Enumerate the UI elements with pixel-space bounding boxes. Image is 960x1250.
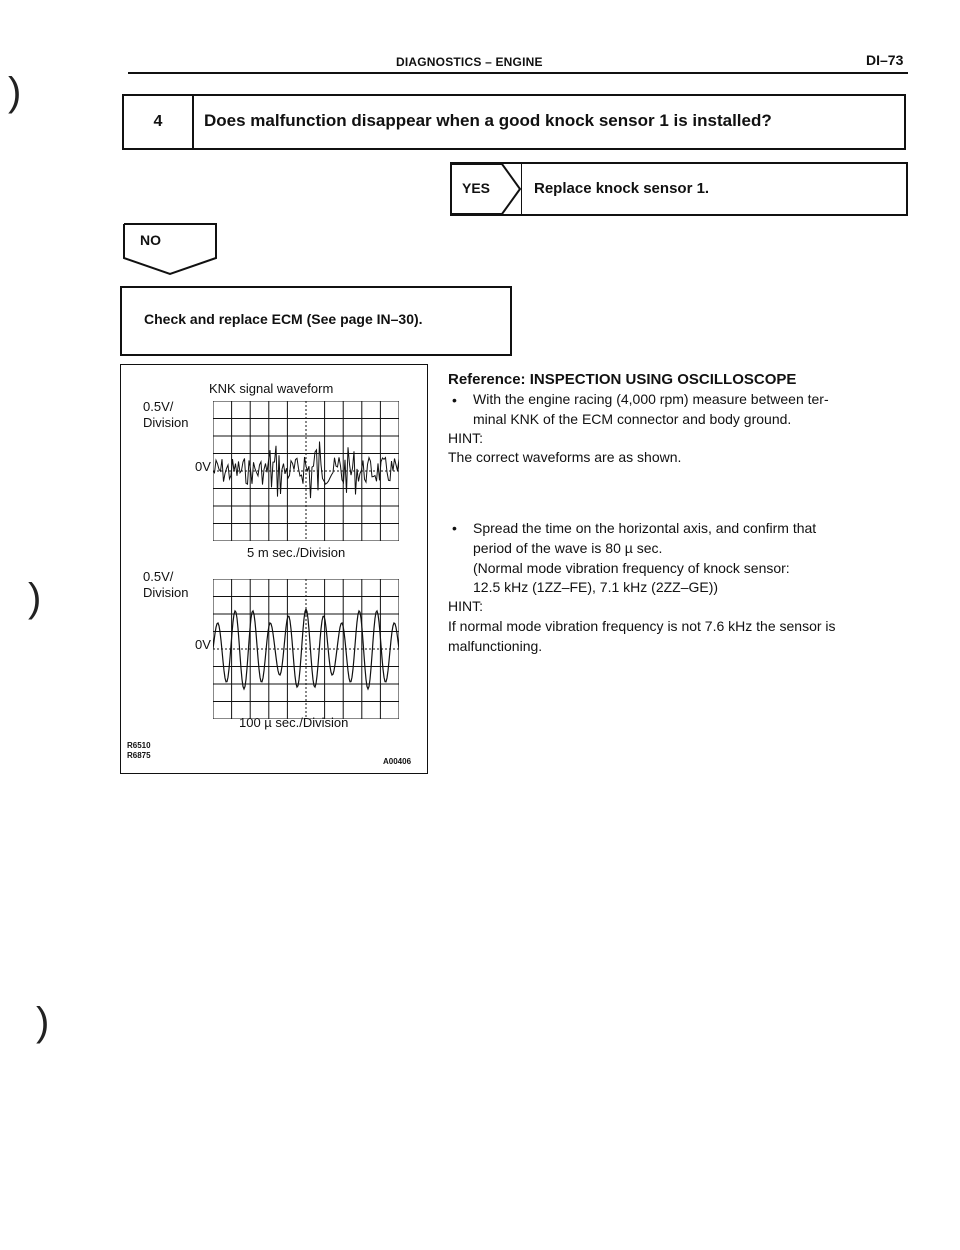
scope1-volts-unit: Division <box>143 415 189 430</box>
no-arrow-icon <box>122 222 218 276</box>
scope2-volts: 0.5V/ <box>143 569 174 584</box>
no-label: NO <box>140 232 161 248</box>
header-rule <box>128 72 908 74</box>
scope1-zero: 0V <box>195 459 211 474</box>
bullet2-line1: Spread the time on the horizontal axis, and confirm that <box>473 520 817 536</box>
step-box <box>122 94 906 150</box>
no-action-box <box>120 286 512 356</box>
binding-mark: ) <box>28 576 42 620</box>
scope1-volts: 0.5V/ <box>143 399 174 414</box>
bullet1-line1: With the engine racing (4,000 rpm) measure between ter- <box>473 391 829 407</box>
scope2-volts-unit: Division <box>143 585 189 600</box>
hint2-line2: malfunctioning. <box>448 638 543 654</box>
hint2-line1: If normal mode vibration frequency is not 7.6 kHz the sensor is <box>448 618 836 634</box>
hint1-label: HINT: <box>448 430 483 446</box>
reference-title: Reference: INSPECTION USING OSCILLOSCOPE <box>448 371 797 388</box>
scope1-graph <box>213 401 399 541</box>
figure-code-2: R6875 <box>127 751 151 760</box>
figure-title: KNK signal waveform <box>209 381 334 396</box>
yes-action: Replace knock sensor 1. <box>534 180 710 197</box>
yes-branch-box <box>450 162 908 216</box>
scope1-time: 5 m sec./Division <box>247 545 346 560</box>
scope2-zero: 0V <box>195 637 211 652</box>
step-question: Does malfunction disappear when a good knock sensor 1 is installed? <box>204 111 772 130</box>
bullet2-line2: period of the wave is 80 µ sec. <box>473 540 663 556</box>
scope2-graph <box>213 579 399 719</box>
bullet-2: • <box>452 520 457 536</box>
figure-code-1: R6510 <box>127 741 151 750</box>
yes-label: YES <box>462 180 491 196</box>
hint1-text: The correct waveforms are as shown. <box>448 449 682 465</box>
step-number: 4 <box>124 96 194 148</box>
bullet1-line2: minal KNK of the ECM connector and body ground. <box>473 411 792 427</box>
bullet2-line4: 12.5 kHz (1ZZ–FE), 7.1 kHz (2ZZ–GE)) <box>473 579 719 595</box>
bullet2-line3: (Normal mode vibration frequency of knock sensor: <box>473 560 790 576</box>
scope2-time: 100 µ sec./Division <box>239 715 349 730</box>
waveform-figure <box>120 364 428 774</box>
section-title: DIAGNOSTICS – ENGINE <box>396 55 543 69</box>
figure-code-3: A00406 <box>383 757 412 766</box>
binding-mark: ) <box>36 1000 50 1044</box>
binding-mark: ) <box>8 70 22 114</box>
no-action: Check and replace ECM (See page IN–30). <box>144 311 423 327</box>
bullet-1: • <box>452 392 457 408</box>
page-number: DI–73 <box>866 52 904 68</box>
hint2-label: HINT: <box>448 598 483 614</box>
